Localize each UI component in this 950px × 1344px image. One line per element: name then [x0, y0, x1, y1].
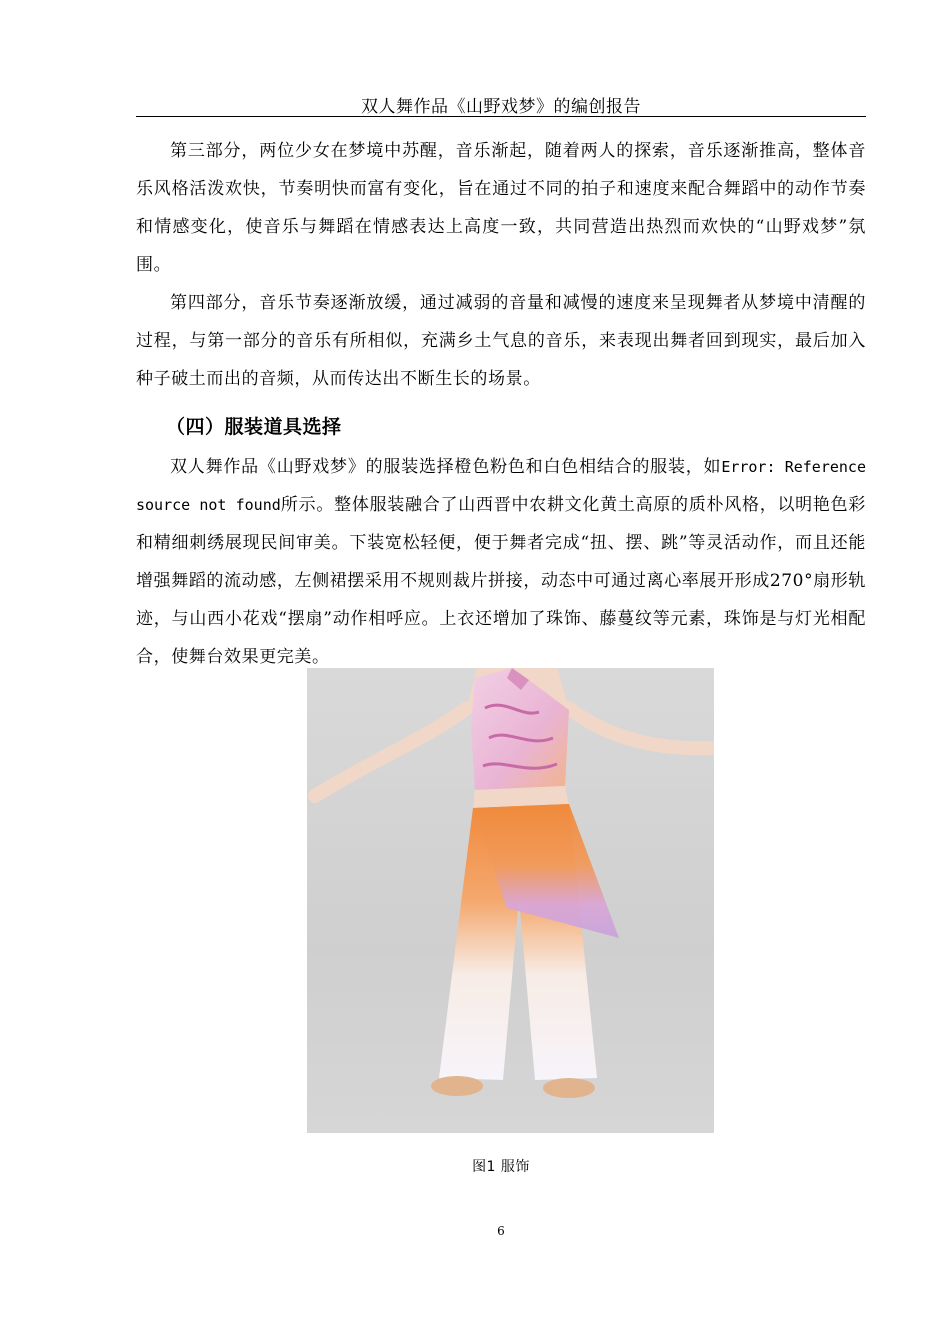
paragraph-part-three: 第三部分，两位少女在梦境中苏醒，音乐渐起，随着两人的探索，音乐逐渐推高，整体音乐风格活泼欢快，节奏明快而富有变化，旨在通过不同的拍子和速度来配合舞蹈中的动作节奏和情感变化，使音乐与舞蹈在情感表达上高度一致，共同营造出热烈而欢快的“山野戏梦”氛围。 [136, 141, 866, 275]
paragraph-costume-text-1: 双人舞作品《山野戏梦》的服装选择橙色粉色和白色相结合的服装，如 [170, 457, 722, 477]
paragraph-costume [136, 448, 866, 676]
section-heading: （四）服装道具选择 [166, 416, 342, 438]
running-header: 双人舞作品《山野戏梦》的编创报告 [361, 97, 641, 117]
right-arm [569, 708, 711, 748]
header-rule [136, 116, 866, 117]
left-shoe [431, 1076, 483, 1096]
costume-photo [307, 668, 714, 1133]
document-body [136, 132, 866, 676]
paragraph-part-four: 第四部分，音乐节奏逐渐放缓，通过减弱的音量和减慢的速度来呈现舞者从梦境中清醒的过程，与第一部分的音乐有所相似，充满乡土气息的音乐，来表现出舞者回到现实，最后加入种子破土而出的音频，从而传达出不断生长的场景。 [136, 293, 866, 389]
page-number: 6 [497, 1224, 505, 1238]
right-shoe [543, 1078, 595, 1098]
costume-illustration [307, 668, 714, 1133]
left-arm [315, 708, 467, 796]
paragraph-costume-text-2: 所示。整体服装融合了山西晋中农耕文化黄土高原的质朴风格，以明艳色彩和精细刺绣展现民间审美。下装宽松轻便，便于舞者完成“扭、摆、跳”等灵活动作，而且还能增强舞蹈的流动感，左侧裙摆采用不规则裁片拼接，动态中可通过离心率展开形成270°扇形轨迹，与山西小花戏“摆扇”动作相呼应。上衣还增加了珠饰、藤蔓纹等元素，珠饰是与灯光相配合，使舞台效果更完美。 [136, 495, 866, 667]
figure-caption: 图1 服饰 [472, 1159, 530, 1175]
reference-error-text: Error: Reference source not found [136, 458, 866, 514]
